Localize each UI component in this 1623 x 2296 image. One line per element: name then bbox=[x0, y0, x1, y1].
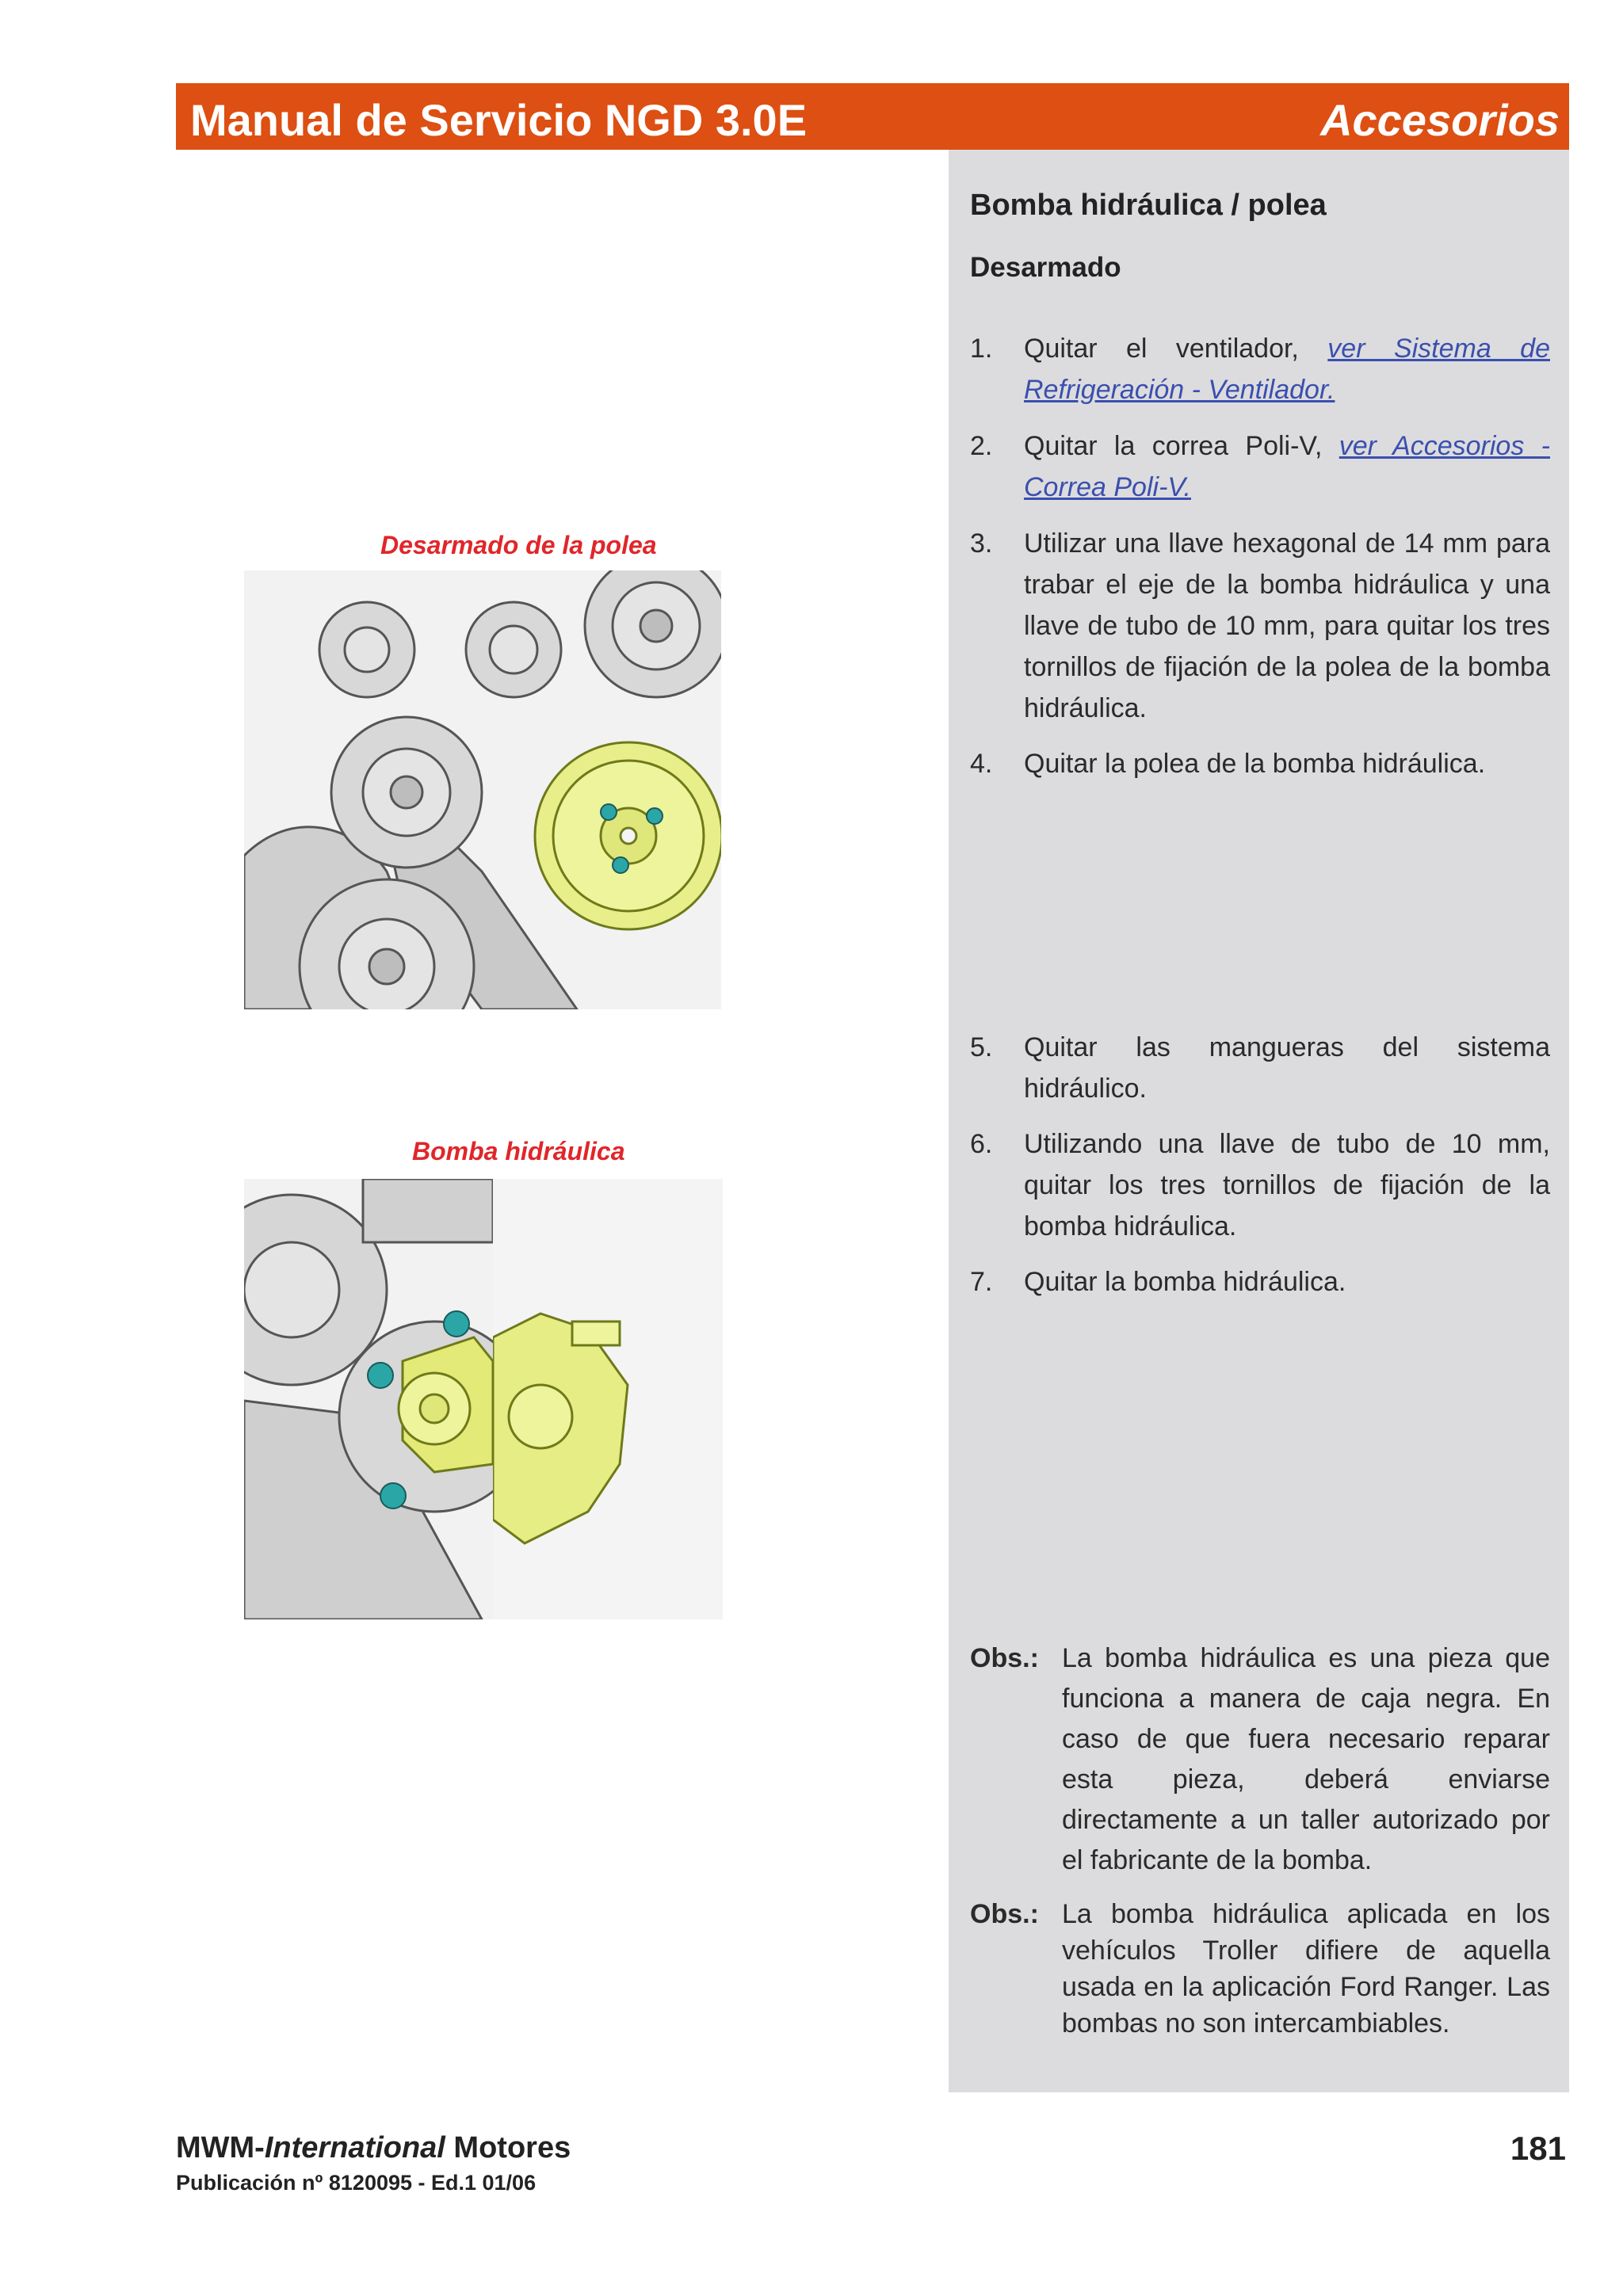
step-number: 5. bbox=[970, 1032, 993, 1062]
step-7 bbox=[970, 1261, 1550, 1302]
step-3 bbox=[970, 523, 1550, 729]
procedure-heading: Bomba hidráulica / polea bbox=[970, 189, 1327, 222]
page-number: 181 bbox=[1510, 2130, 1566, 2167]
step-5 bbox=[970, 1027, 1550, 1109]
step-text: Quitar el ventilador, bbox=[1024, 334, 1328, 364]
hydraulic-pump-illustration bbox=[244, 1179, 493, 1619]
hydraulic-pump-figure-right bbox=[493, 1179, 723, 1619]
step-number: 1. bbox=[970, 334, 993, 364]
step-2 bbox=[970, 425, 1550, 508]
step-text: Utilizando una llave de tubo de 10 mm, quitar los tres tornillos de fijación de la bomba hidráulica. bbox=[1024, 1129, 1550, 1241]
step-number: 6. bbox=[970, 1129, 993, 1159]
step-number: 4. bbox=[970, 749, 993, 779]
figure-caption-pump: Bomba hidráulica bbox=[412, 1137, 625, 1165]
step-number: 3. bbox=[970, 528, 993, 559]
hydraulic-pump-figure bbox=[244, 1179, 493, 1619]
step-1 bbox=[970, 328, 1550, 410]
note-2 bbox=[970, 1896, 1550, 2042]
note-1 bbox=[970, 1638, 1550, 1881]
page-header bbox=[176, 83, 1569, 150]
note-label: Obs.: bbox=[970, 1899, 1039, 1929]
manual-title: Manual de Servicio NGD 3.0E bbox=[190, 95, 808, 145]
step-text: Quitar la correa Poli-V, bbox=[1024, 431, 1339, 461]
step-number: 2. bbox=[970, 431, 993, 461]
step-text: Quitar las mangueras del sistema hidráulico. bbox=[1024, 1032, 1550, 1104]
footer-brand: MWM-International Motores bbox=[176, 2131, 571, 2164]
link-refrigeracion-ventilador[interactable]: ver Sistema de Refrigeración - Ventilador. bbox=[1024, 334, 1550, 405]
step-text: Utilizar una llave hexagonal de 14 mm para trabar el eje de la bomba hidráulica y una llave de tubo de 10 mm, para quitar los tres tornillos de fijación de la polea de la bomba hidráulica. bbox=[1024, 528, 1550, 723]
step-text: Quitar la bomba hidráulica. bbox=[1024, 1267, 1346, 1297]
link-correa-poli-v[interactable]: ver Accesorios - Correa Poli-V. bbox=[1024, 431, 1550, 502]
note-label: Obs.: bbox=[970, 1643, 1039, 1673]
section-title: Accesorios bbox=[1320, 95, 1560, 145]
pulley-disassembly-figure bbox=[244, 570, 721, 1009]
engine-pulley-illustration bbox=[244, 570, 721, 1009]
note-text: La bomba hidráulica aplicada en los vehículos Troller difiere de aquella usada en la aplicación Ford Ranger. Las bombas no son intercambiables. bbox=[1062, 1899, 1550, 2039]
figure-caption-pulley: Desarmado de la polea bbox=[380, 531, 657, 559]
note-text: La bomba hidráulica es una pieza que funciona a manera de caja negra. En caso de que fuera necesario reparar esta pieza, deberá enviarse directamente a un taller autorizado por el fabricante de la bomba. bbox=[1062, 1643, 1550, 1875]
publication-info: Publicación nº 8120095 - Ed.1 01/06 bbox=[176, 2171, 537, 2195]
step-text: Quitar la polea de la bomba hidráulica. bbox=[1024, 749, 1486, 779]
step-4 bbox=[970, 743, 1550, 784]
procedure-subheading: Desarmado bbox=[970, 252, 1121, 283]
step-6 bbox=[970, 1123, 1550, 1247]
hydraulic-pump-body-illustration bbox=[493, 1179, 723, 1619]
step-number: 7. bbox=[970, 1267, 993, 1297]
